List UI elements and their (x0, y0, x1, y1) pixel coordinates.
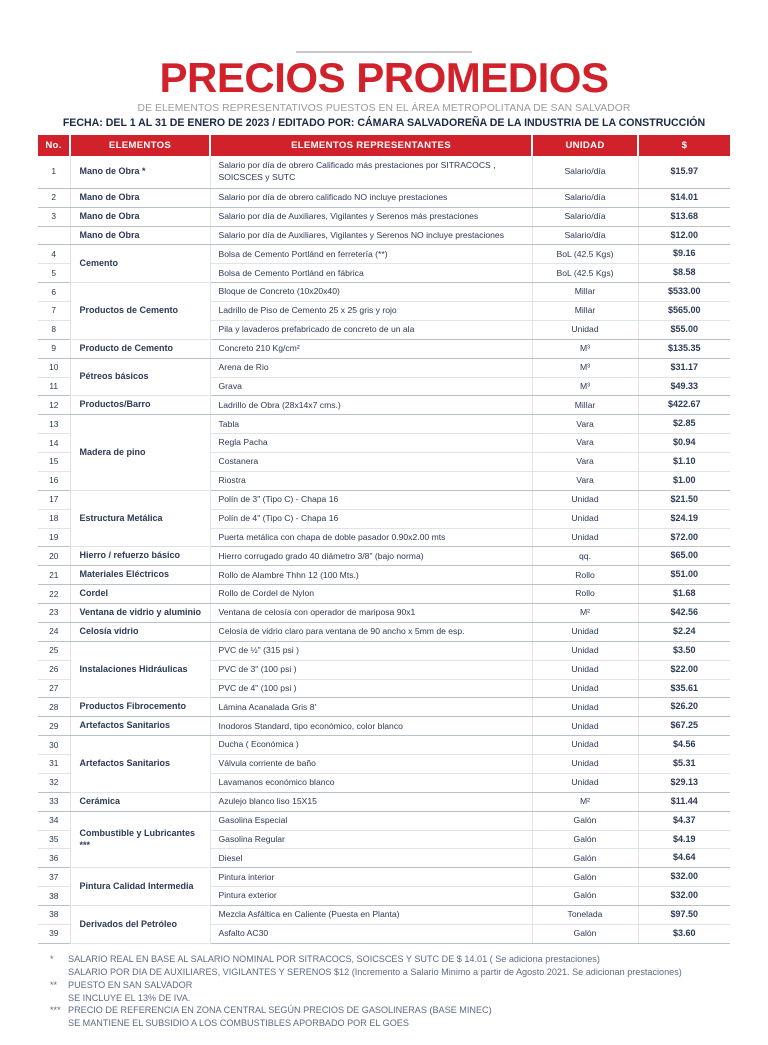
cell-unidad: Galón (532, 811, 638, 830)
cell-elemento: Mano de Obra (70, 188, 210, 207)
cell-representante: Válvula corriente de baño (210, 755, 532, 774)
cell-representante: Polín de 3" (Tipo C) - Chapa 16 (210, 490, 532, 509)
cell-representante: Costanera (210, 453, 532, 472)
footnote-line (50, 979, 738, 992)
cell-no: 32 (38, 773, 70, 792)
table-row (38, 245, 730, 264)
cell-representante: Arena de Rio (210, 358, 532, 377)
cell-precio: $4.19 (638, 830, 730, 849)
cell-no: 15 (38, 453, 70, 472)
cell-elemento: Pintura Calidad Intermedia (70, 868, 210, 906)
cell-precio: $67.25 (638, 717, 730, 736)
cell-representante: Concreto 210 Kg/cm² (210, 339, 532, 358)
cell-unidad: Tonelada (532, 906, 638, 925)
table-row (38, 868, 730, 887)
cell-elemento: Derivados del Petróleo (70, 906, 210, 944)
cell-no: 37 (38, 868, 70, 887)
cell-no: 39 (38, 924, 70, 943)
footnote-text: PRECIO DE REFERENCIA EN ZONA CENTRAL SEGÚN PRECIOS DE GASOLINERAS (BASE MINEC) (68, 1005, 492, 1016)
cell-unidad: Salario/día (532, 207, 638, 226)
cell-representante: Gasolina Especial (210, 811, 532, 830)
cell-precio: $3.50 (638, 641, 730, 660)
cell-unidad: Galón (532, 849, 638, 868)
title-top-rule (296, 51, 472, 53)
cell-precio: $55.00 (638, 320, 730, 339)
cell-unidad: Unidad (532, 320, 638, 339)
footnote-marker: * (50, 953, 54, 964)
cell-precio: $72.00 (638, 528, 730, 547)
cell-unidad: M³ (532, 339, 638, 358)
cell-precio: $5.31 (638, 755, 730, 774)
cell-unidad: M³ (532, 358, 638, 377)
page-title: PRECIOS PROMEDIOS (159, 54, 609, 101)
cell-unidad: Millar (532, 302, 638, 321)
table-row (38, 339, 730, 358)
cell-representante: Grava (210, 377, 532, 396)
table-row (38, 207, 730, 226)
cell-no (38, 226, 70, 245)
footnote-marker: ** (50, 979, 58, 990)
cell-no: 34 (38, 811, 70, 830)
table-row (38, 566, 730, 585)
cell-precio: $51.00 (638, 566, 730, 585)
table-row (38, 622, 730, 641)
table-row (38, 698, 730, 717)
cell-unidad: Unidad (532, 528, 638, 547)
cell-representante: Asfalto AC30 (210, 924, 532, 943)
cell-elemento: Estructura Metálica (70, 490, 210, 547)
footnote-text: PUESTO EN SAN SALVADOR (68, 979, 193, 990)
cell-no: 20 (38, 547, 70, 566)
cell-representante: Regla Pacha (210, 434, 532, 453)
cell-no: 2 (38, 188, 70, 207)
cell-no: 27 (38, 679, 70, 698)
cell-no: 22 (38, 585, 70, 604)
cell-precio: $1.68 (638, 585, 730, 604)
table-row (38, 604, 730, 623)
cell-unidad: Galón (532, 830, 638, 849)
table-body (38, 156, 730, 944)
cell-representante: Rollo de Alambre Thhn 12 (100 Mts.) (210, 566, 532, 585)
cell-precio: $0.94 (638, 434, 730, 453)
cell-precio: $35.61 (638, 679, 730, 698)
cell-representante: Azulejo blanco liso 15X15 (210, 792, 532, 811)
table-row (38, 226, 730, 245)
cell-unidad: Millar (532, 283, 638, 302)
table-row (38, 156, 730, 189)
cell-precio: $4.64 (638, 849, 730, 868)
cell-unidad: Unidad (532, 660, 638, 679)
cell-representante: PVC de ½" (315 psi ) (210, 641, 532, 660)
cell-unidad: Unidad (532, 490, 638, 509)
cell-unidad: Unidad (532, 622, 638, 641)
cell-no: 19 (38, 528, 70, 547)
cell-unidad: Millar (532, 396, 638, 415)
cell-unidad: Unidad (532, 717, 638, 736)
cell-no: 33 (38, 792, 70, 811)
cell-no: 28 (38, 698, 70, 717)
table-row (38, 906, 730, 925)
table-header-row (38, 135, 730, 156)
cell-unidad: Galón (532, 887, 638, 906)
table-header (38, 135, 730, 156)
cell-elemento: Materiales Eléctricos (70, 566, 210, 585)
cell-representante: Ducha ( Económica ) (210, 736, 532, 755)
cell-no: 12 (38, 396, 70, 415)
cell-unidad: Galón (532, 924, 638, 943)
footnote-line (50, 953, 738, 966)
cell-precio: $65.00 (638, 547, 730, 566)
table-row (38, 811, 730, 830)
prices-table (38, 135, 730, 944)
footnote-line (50, 1004, 738, 1017)
cell-no: 25 (38, 641, 70, 660)
cell-unidad: Vara (532, 415, 638, 434)
cell-representante: Inodoros Standard, tipo económico, color blanco (210, 717, 532, 736)
footnote-marker: *** (50, 1005, 61, 1016)
cell-precio: $13.68 (638, 207, 730, 226)
cell-representante: Rollo de Cordel de Nylon (210, 585, 532, 604)
cell-precio: $24.19 (638, 509, 730, 528)
cell-no: 3 (38, 207, 70, 226)
column-header-elementos: ELEMENTOS (70, 135, 210, 156)
cell-no: 35 (38, 830, 70, 849)
cell-elemento: Ventana de vidrio y aluminio (70, 604, 210, 623)
footnote-text: SALARIO REAL EN BASE AL SALARIO NOMINAL POR SITRACOCS, SOICSCES Y SUTC DE $ 14.01 ( Se adiciona prestaciones) (68, 953, 600, 964)
table-row (38, 547, 730, 566)
cell-representante: Lavamanos económico blanco (210, 773, 532, 792)
cell-elemento: Cemento (70, 245, 210, 283)
cell-elemento: Productos de Cemento (70, 283, 210, 340)
cell-representante: Ladrillo de Piso de Cemento 25 x 25 gris y rojo (210, 302, 532, 321)
table-row (38, 396, 730, 415)
cell-unidad: qq. (532, 547, 638, 566)
cell-no: 29 (38, 717, 70, 736)
cell-unidad: Unidad (532, 773, 638, 792)
cell-elemento: Celosía vidrio (70, 622, 210, 641)
cell-no: 16 (38, 471, 70, 490)
cell-representante: Gasolina Regular (210, 830, 532, 849)
cell-precio: $22.00 (638, 660, 730, 679)
table-row (38, 585, 730, 604)
footnote-line (50, 1017, 738, 1030)
cell-precio: $1.00 (638, 471, 730, 490)
cell-no: 31 (38, 755, 70, 774)
table-row (38, 415, 730, 434)
cell-no: 26 (38, 660, 70, 679)
cell-elemento: Combustible y Lubricantes *** (70, 811, 210, 868)
footnote-text: SE MANTIENE EL SUBSIDIO A LOS COMBUSTIBLES APORBADO POR EL GOES (68, 1018, 409, 1029)
cell-unidad: BoL (42.5 Kgs) (532, 245, 638, 264)
cell-representante: Celosía de vidrio claro para ventana de 90 ancho x 5mm de esp. (210, 622, 532, 641)
cell-representante: Salario por día de obrero Calificado más prestaciones por SITRACOCS , SOICSCES y SUTC (210, 156, 532, 189)
cell-representante: Mezcla Asfáltica en Caliente (Puesta en Planta) (210, 906, 532, 925)
cell-elemento: Instalaciones Hidráulicas (70, 641, 210, 698)
cell-representante: Salario por día de Auxiliares, Vigilantes y Serenos NO incluye prestaciones (210, 226, 532, 245)
cell-elemento: Mano de Obra (70, 207, 210, 226)
cell-elemento: Producto de Cemento (70, 339, 210, 358)
cell-no: 23 (38, 604, 70, 623)
cell-unidad: Rollo (532, 566, 638, 585)
cell-no: 6 (38, 283, 70, 302)
table-row (38, 283, 730, 302)
cell-representante: PVC de 4" (100 psi ) (210, 679, 532, 698)
column-header-precio: $ (638, 135, 730, 156)
cell-precio: $14.01 (638, 188, 730, 207)
cell-elemento: Mano de Obra * (70, 156, 210, 189)
cell-precio: $1.10 (638, 453, 730, 472)
cell-unidad: M² (532, 604, 638, 623)
cell-precio: $2.24 (638, 622, 730, 641)
cell-precio: $32.00 (638, 887, 730, 906)
cell-representante: Polín de 4" (Tipo C) - Chapa 16 (210, 509, 532, 528)
cell-precio: $97.50 (638, 906, 730, 925)
cell-precio: $31.17 (638, 358, 730, 377)
cell-no: 24 (38, 622, 70, 641)
cell-no: 21 (38, 566, 70, 585)
cell-representante: Tabla (210, 415, 532, 434)
cell-precio: $15.97 (638, 156, 730, 189)
cell-no: 18 (38, 509, 70, 528)
cell-elemento: Mano de Obra (70, 226, 210, 245)
table-row (38, 188, 730, 207)
cell-precio: $42.56 (638, 604, 730, 623)
cell-representante: Puerta metálica con chapa de doble pasador 0.90x2.00 mts (210, 528, 532, 547)
table-row (38, 490, 730, 509)
cell-unidad: Salario/día (532, 156, 638, 189)
cell-elemento: Artefactos Sanitarios (70, 736, 210, 793)
cell-elemento: Productos/Barro (70, 396, 210, 415)
cell-representante: Hierro corrugado grado 40 diámetro 3/8" (bajo norma) (210, 547, 532, 566)
cell-elemento: Artefactos Sanitarios (70, 717, 210, 736)
cell-unidad: M² (532, 792, 638, 811)
cell-representante: Bolsa de Cemento Portlánd en ferretería (**) (210, 245, 532, 264)
cell-precio: $11.44 (638, 792, 730, 811)
cell-unidad: Unidad (532, 679, 638, 698)
cell-unidad: Vara (532, 434, 638, 453)
cell-precio: $3.60 (638, 924, 730, 943)
cell-precio: $26.20 (638, 698, 730, 717)
footnotes (38, 953, 738, 1030)
table-row (38, 717, 730, 736)
cell-unidad: Salario/día (532, 188, 638, 207)
cell-elemento: Pétreos básicos (70, 358, 210, 396)
cell-precio: $2.85 (638, 415, 730, 434)
cell-representante: Pintura exterior (210, 887, 532, 906)
cell-precio: $135.35 (638, 339, 730, 358)
cell-precio: $565.00 (638, 302, 730, 321)
cell-representante: Ladrillo de Obra (28x14x7 cms.) (210, 396, 532, 415)
cell-representante: Salario por día de Auxiliares, Vigilantes y Serenos más prestaciones (210, 207, 532, 226)
cell-precio: $49.33 (638, 377, 730, 396)
cell-no: 38 (38, 906, 70, 925)
column-header-no: No. (38, 135, 70, 156)
cell-unidad: Galón (532, 868, 638, 887)
cell-no: 17 (38, 490, 70, 509)
footnote-line (50, 966, 738, 979)
cell-elemento: Hierro / refuerzo básico (70, 547, 210, 566)
cell-unidad: Unidad (532, 641, 638, 660)
cell-precio: $32.00 (638, 868, 730, 887)
cell-unidad: Unidad (532, 698, 638, 717)
footnote-line (50, 992, 738, 1005)
cell-precio: $29.13 (638, 773, 730, 792)
cell-precio: $12.00 (638, 226, 730, 245)
cell-unidad: Unidad (532, 755, 638, 774)
cell-precio: $533.00 (638, 283, 730, 302)
footnote-text: SALARIO POR DIA DE AUXILIARES, VIGILANTES Y SERENOS $12 (Incremento a Salario Minimo a partir de Agosto 2021. Se adicionan prestaciones) (68, 966, 682, 977)
cell-representante: Ventana de celosía con operador de mariposa 90x1 (210, 604, 532, 623)
cell-representante: Pila y lavaderos prefabricado de concreto de un ala (210, 320, 532, 339)
cell-no: 4 (38, 245, 70, 264)
column-header-unidad: UNIDAD (532, 135, 638, 156)
cell-elemento: Cordel (70, 585, 210, 604)
cell-representante: Pintura interior (210, 868, 532, 887)
cell-precio: $21.50 (638, 490, 730, 509)
cell-representante: Bloque de Concreto (10x20x40) (210, 283, 532, 302)
cell-unidad: Unidad (532, 736, 638, 755)
cell-unidad: Rollo (532, 585, 638, 604)
footnote-text: SE INCLUYE EL 13% DE IVA. (68, 992, 191, 1003)
cell-no: 8 (38, 320, 70, 339)
cell-unidad: BoL (42.5 Kgs) (532, 264, 638, 283)
cell-representante: Diesel (210, 849, 532, 868)
cell-precio: $8.58 (638, 264, 730, 283)
cell-no: 36 (38, 849, 70, 868)
price-list-page (0, 51, 768, 1045)
cell-unidad: Vara (532, 471, 638, 490)
cell-representante: Riostra (210, 471, 532, 490)
table-row (38, 358, 730, 377)
cell-no: 38 (38, 887, 70, 906)
cell-no: 14 (38, 434, 70, 453)
cell-representante: Bolsa de Cemento Portlánd en fábrica (210, 264, 532, 283)
table-row (38, 736, 730, 755)
cell-representante: Salario por día de obrero calificado NO incluye prestaciones (210, 188, 532, 207)
column-header-representantes: ELEMENTOS REPRESENTANTES (210, 135, 532, 156)
cell-precio: $422.67 (638, 396, 730, 415)
cell-no: 13 (38, 415, 70, 434)
cell-no: 30 (38, 736, 70, 755)
cell-no: 9 (38, 339, 70, 358)
cell-elemento: Madera de pino (70, 415, 210, 491)
cell-precio: $4.37 (638, 811, 730, 830)
cell-precio: $9.16 (638, 245, 730, 264)
table-row (38, 641, 730, 660)
cell-elemento: Cerámica (70, 792, 210, 811)
date-and-editor-line: FECHA: DEL 1 AL 31 DE ENERO DE 2023 / EDITADO POR: CÁMARA SALVADOREÑA DE LA INDUSTRIA DE LA CONSTRUCCIÓN (62, 116, 706, 129)
cell-unidad: Salario/día (532, 226, 638, 245)
page-subtitle: DE ELEMENTOS REPRESENTATIVOS PUESTOS EN EL ÁREA METROPOLITANA DE SAN SALVADOR (137, 102, 631, 114)
cell-no: 5 (38, 264, 70, 283)
cell-unidad: Vara (532, 453, 638, 472)
cell-no: 7 (38, 302, 70, 321)
cell-representante: PVC de 3" (100 psi ) (210, 660, 532, 679)
cell-no: 1 (38, 156, 70, 189)
cell-no: 10 (38, 358, 70, 377)
cell-precio: $4.56 (638, 736, 730, 755)
cell-unidad: Unidad (532, 509, 638, 528)
table-row (38, 792, 730, 811)
cell-representante: Lámina Acanalada Gris 8' (210, 698, 532, 717)
cell-no: 11 (38, 377, 70, 396)
cell-elemento: Productos Fibrocemento (70, 698, 210, 717)
cell-unidad: M³ (532, 377, 638, 396)
